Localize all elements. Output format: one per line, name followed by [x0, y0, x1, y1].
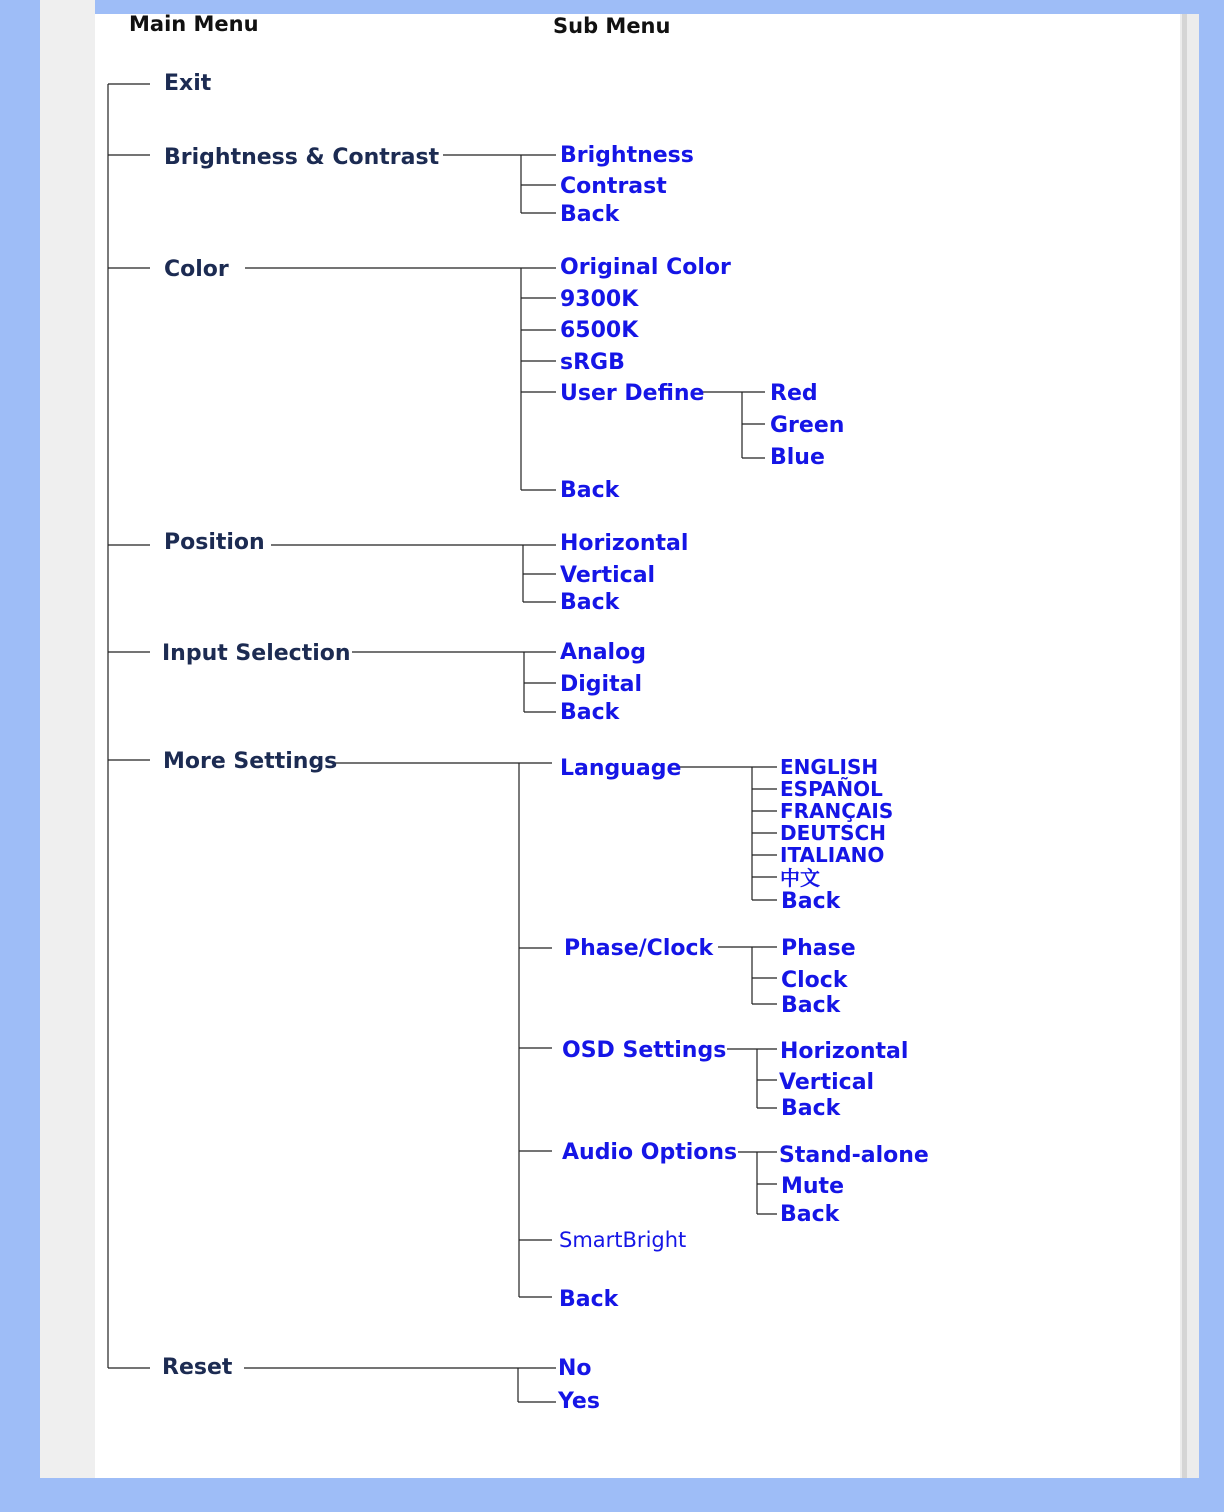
submenu-item-osd-settings[interactable]: OSD Settings	[562, 1038, 727, 1063]
language-option-chinese[interactable]: 中文	[780, 866, 820, 890]
sub-menu-header: Sub Menu	[553, 14, 671, 38]
submenu-item-contrast[interactable]: Contrast	[560, 174, 667, 199]
submenu-item-user-define[interactable]: User Define	[560, 381, 705, 406]
submenu-item-green[interactable]: Green	[770, 413, 845, 438]
menu-item-more-settings[interactable]: More Settings	[163, 749, 338, 774]
submenu-item-back[interactable]: Back	[559, 1287, 619, 1312]
language-option-back[interactable]: Back	[781, 889, 841, 914]
submenu-item-back[interactable]: Back	[780, 1202, 840, 1227]
submenu-item-clock[interactable]: Clock	[781, 968, 848, 993]
submenu-item-horizontal[interactable]: Horizontal	[780, 1039, 909, 1064]
submenu-item-brightness[interactable]: Brightness	[560, 143, 694, 168]
menu-item-brightness-contrast[interactable]: Brightness & Contrast	[164, 145, 440, 170]
submenu-item-audio-options[interactable]: Audio Options	[562, 1140, 738, 1165]
submenu-item-no[interactable]: No	[558, 1356, 592, 1381]
submenu-item-language[interactable]: Language	[560, 756, 682, 781]
language-option-francais[interactable]: FRANÇAIS	[780, 799, 894, 823]
submenu-item-back[interactable]: Back	[781, 993, 841, 1018]
submenu-item-phase-clock[interactable]: Phase/Clock	[564, 936, 714, 961]
submenu-item-back[interactable]: Back	[781, 1096, 841, 1121]
submenu-item-phase[interactable]: Phase	[781, 936, 856, 961]
language-option-espanol[interactable]: ESPAÑOL	[780, 777, 883, 801]
menu-item-color[interactable]: Color	[164, 257, 229, 282]
submenu-item-6500k[interactable]: 6500K	[560, 318, 639, 343]
language-option-english[interactable]: ENGLISH	[780, 755, 879, 779]
submenu-item-yes[interactable]: Yes	[558, 1389, 600, 1414]
submenu-item-digital[interactable]: Digital	[560, 672, 642, 697]
submenu-item-back[interactable]: Back	[560, 700, 620, 725]
submenu-item-back[interactable]: Back	[560, 590, 620, 615]
submenu-item-horizontal[interactable]: Horizontal	[560, 531, 689, 556]
submenu-item-vertical[interactable]: Vertical	[560, 563, 656, 588]
submenu-item-mute[interactable]: Mute	[781, 1174, 844, 1199]
submenu-item-analog[interactable]: Analog	[560, 640, 646, 665]
submenu-item-vertical[interactable]: Vertical	[779, 1070, 875, 1095]
submenu-item-srgb[interactable]: sRGB	[560, 350, 625, 375]
main-menu-header: Main Menu	[129, 12, 259, 36]
submenu-item-red[interactable]: Red	[770, 381, 818, 406]
submenu-item-smartbright[interactable]: SmartBright	[559, 1228, 687, 1252]
language-option-deutsch[interactable]: DEUTSCH	[780, 821, 886, 845]
submenu-item-back[interactable]: Back	[560, 202, 620, 227]
submenu-item-stand-alone[interactable]: Stand-alone	[779, 1143, 929, 1168]
menu-item-input-selection[interactable]: Input Selection	[162, 641, 351, 666]
language-option-italiano[interactable]: ITALIANO	[780, 843, 885, 867]
submenu-item-blue[interactable]: Blue	[770, 445, 825, 470]
submenu-item-back[interactable]: Back	[560, 478, 620, 503]
submenu-item-9300k[interactable]: 9300K	[560, 287, 639, 312]
menu-item-reset[interactable]: Reset	[162, 1355, 233, 1380]
menu-item-exit[interactable]: Exit	[164, 71, 212, 96]
menu-item-position[interactable]: Position	[164, 530, 265, 555]
submenu-item-original-color[interactable]: Original Color	[560, 255, 731, 280]
